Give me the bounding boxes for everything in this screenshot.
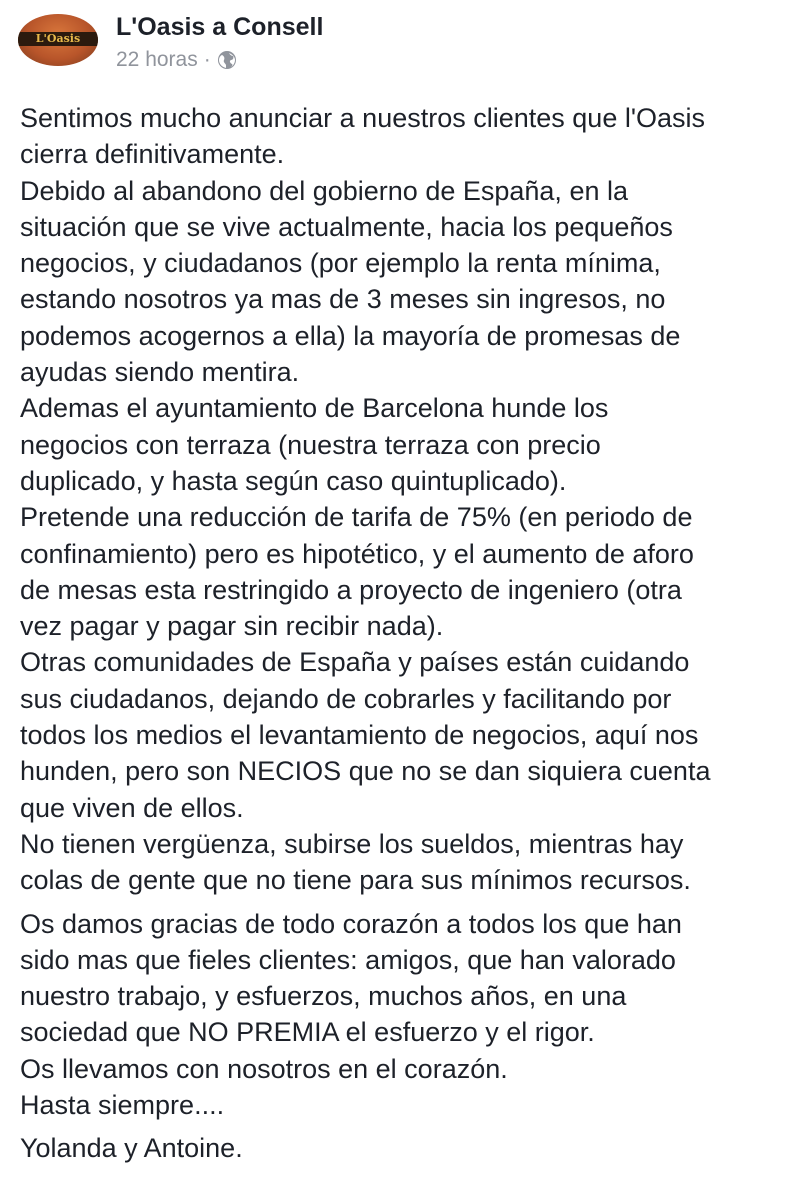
- post-paragraph: [20, 1130, 790, 1166]
- post-text-line: todos los medios el levantamiento de negocios, aquí nos: [20, 720, 699, 751]
- post-text-line: Otras comunidades de España y países están cuidando: [20, 647, 690, 678]
- post-text-line: Ademas el ayuntamiento de Barcelona hunde los: [20, 393, 609, 424]
- globe-icon[interactable]: [217, 50, 237, 70]
- post-text-line: sus ciudadanos, dejando de cobrarles y facilitando por: [20, 683, 672, 714]
- post-text-line: Debido al abandono del gobierno de España, en la: [20, 175, 628, 206]
- post-text-line: duplicado, y hasta según caso quintuplicado).: [20, 465, 567, 496]
- post-text-line: No tienen vergüenza, subirse los sueldos, mientras hay: [20, 828, 684, 859]
- post-body: [20, 100, 790, 1167]
- post-text-line: vez pagar y pagar sin recibir nada).: [20, 611, 444, 642]
- post-text-line: hunden, pero son NECIOS que no se dan siquiera cuenta: [20, 756, 711, 787]
- post-text-line: de mesas esta restringido a proyecto de ingeniero (otra: [20, 574, 682, 605]
- post-text-line: sociedad que NO PREMIA el esfuerzo y el rigor.: [20, 1017, 595, 1048]
- post-text-line: negocios, y ciudadanos (por ejemplo la renta mínima,: [20, 248, 661, 279]
- post-paragraph: [20, 100, 790, 899]
- post-text-line: nuestro trabajo, y esfuerzos, muchos años, en una: [20, 981, 627, 1012]
- post-meta: [116, 47, 237, 73]
- post-text-line: colas de gente que no tiene para sus mínimos recursos.: [20, 865, 691, 896]
- page-name-link[interactable]: L'Oasis a Consell: [116, 13, 324, 41]
- post-text-line: confinamiento) pero es hipotético, y el aumento de aforo: [20, 538, 694, 569]
- post-text-line: Os llevamos con nosotros en el corazón.: [20, 1053, 508, 1084]
- post-text-line: Pretende una reducción de tarifa de 75% (en periodo de: [20, 502, 693, 533]
- post-text-line: que viven de ellos.: [20, 792, 244, 823]
- post-text-line: situación que se vive actualmente, hacia los pequeños: [20, 211, 673, 242]
- post-text-line: podemos acogernos a ella) la mayoría de promesas de: [20, 320, 681, 351]
- post-paragraph: [20, 906, 790, 1124]
- page-avatar[interactable]: [18, 14, 98, 66]
- post-timestamp[interactable]: 22 horas: [116, 48, 198, 71]
- post-text-line: Os damos gracias de todo corazón a todos los que han: [20, 908, 682, 939]
- post-text-line: cierra definitivamente.: [20, 139, 285, 170]
- post-text-line: Hasta siempre....: [20, 1090, 225, 1121]
- post-text-line: negocios con terraza (nuestra terraza con precio: [20, 429, 601, 460]
- post-text-line: sido mas que fieles clientes: amigos, que han valorado: [20, 944, 676, 975]
- post-header: [0, 0, 797, 90]
- post-text-line: estando nosotros ya mas de 3 meses sin ingresos, no: [20, 284, 666, 315]
- post-text-line: Sentimos mucho anunciar a nuestros clientes que l'Oasis: [20, 103, 706, 133]
- post-text-line: ayudas siendo mentira.: [20, 357, 300, 388]
- avatar-logo-text: L'Oasis: [18, 32, 98, 46]
- post-text-line: Yolanda y Antoine.: [20, 1133, 243, 1164]
- meta-separator: ·: [203, 48, 211, 71]
